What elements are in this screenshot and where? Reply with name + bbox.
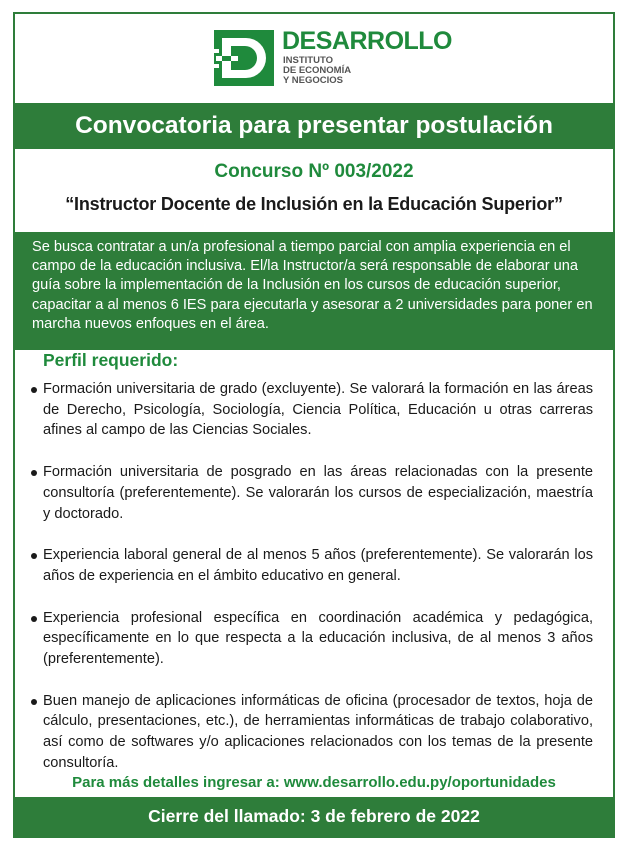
list-item-text: Buen manejo de aplicaciones informáticas de oficina (procesador de textos, hoja de cálculo, presentaciones, etc.), de herramientas informáticas de trabajo colaborativo, así como de softwares y/o aplicaciones relacionados con los temas de la presente consultoría. <box>43 692 593 771</box>
list-item <box>31 545 593 586</box>
bullet-icon <box>31 553 37 559</box>
closing-date-banner: Cierre del llamado: 3 de febrero de 2022 <box>15 797 613 836</box>
logo-name: DESARROLLO <box>282 27 452 55</box>
intro-description <box>15 232 613 350</box>
bullet-icon <box>31 699 37 705</box>
position-title: “Instructor Docente de Inclusión en la Educación Superior” <box>65 194 563 214</box>
bullet-icon <box>31 470 37 476</box>
logo-subtitle <box>283 56 351 86</box>
list-item-text: Experiencia profesional específica en coordinación académica y pedagógica, específicamente en lo que respecta a la educación inclusiva, de al menos 3 años (preferentemente). <box>43 609 593 668</box>
list-item <box>31 379 593 441</box>
details-link[interactable]: Para más detalles ingresar a: www.desarrollo.edu.py/oportunidades <box>72 774 556 791</box>
list-item <box>31 691 593 774</box>
logo-sub-line: INSTITUTO <box>283 55 333 66</box>
logo-header <box>15 14 613 104</box>
requirements-list <box>31 379 593 774</box>
page-title: Convocatoria para presentar postulación <box>15 103 613 149</box>
list-item <box>31 608 593 670</box>
logo-sub-line: DE ECONOMÍA <box>283 65 352 76</box>
logo-sub-line: Y NEGOCIOS <box>283 75 344 86</box>
list-item <box>31 462 593 524</box>
desarrollo-logo-icon <box>214 30 274 86</box>
list-item-text: Formación universitaria de posgrado en las áreas relacionadas con la presente consultoría (preferentemente). Se valorarán los cursos de especialización, maestría y doctorado. <box>43 464 593 522</box>
list-item-text: Formación universitaria de grado (excluyente). Se valorará la formación en las áreas de Derecho, Psicología, Sociología, Ciencia Política, Educación u otras carreras afines al campo de las Ciencias Sociales. <box>43 381 593 439</box>
list-item-text: Experiencia laboral general de al menos 5 años (preferentemente). Se valorarán los años de experiencia en el ámbito educativo en general. <box>43 547 593 584</box>
bullet-icon <box>31 387 37 393</box>
profile-heading: Perfil requerido: <box>43 350 179 370</box>
contest-number: Concurso Nº 003/2022 <box>214 161 414 182</box>
announcement-frame <box>13 12 615 838</box>
bullet-icon <box>31 616 37 622</box>
intro-text: Se busca contratar a un/a profesional a tiempo parcial con amplia experiencia en el campo de la educación inclusiva. El/la Instructor/a será responsable de elaborar una guía sobre la implementación de la Inclusión en los cursos de educación superior, capacitar a al menos 6 IES para ejecutarla y asesorar a 2 universidades para poner en marcha nuevos enfoques en el área. <box>32 239 593 332</box>
